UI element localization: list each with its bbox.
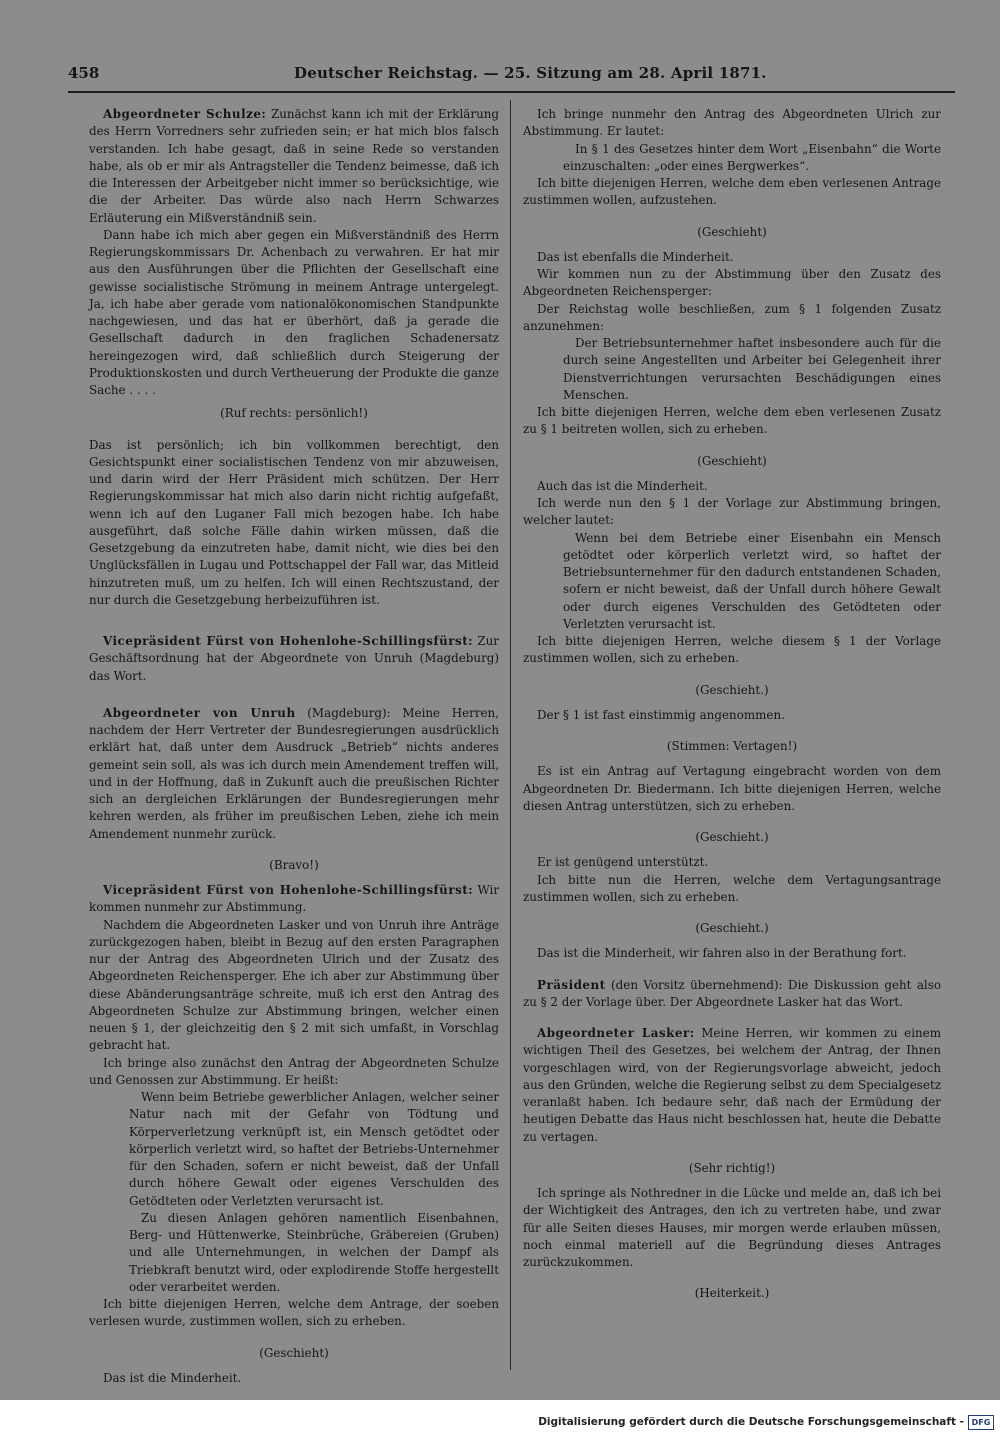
paragraph: Der Reichstag wolle beschließen, zum § 1 folgenden Zusatz anzunehmen: <box>523 301 941 333</box>
speaker-name: Abgeordneter Schulze: <box>103 107 267 121</box>
credit-text: Digitalisierung gefördert durch die Deutsche Forschungsgemeinschaft - <box>538 1416 964 1428</box>
paragraph: Ich bringe nunmehr den Antrag des Abgeordneten Ulrich zur Abstimmung. Er lautet: <box>523 107 941 139</box>
quoted-motion: Wenn bei dem Betriebe einer Eisenbahn ein Mensch getödtet oder körperlich verletzt wird, so haftet der Betriebsunternehmer für den dadurch entstandenen Schaden, sofern er nicht beweist, daß der Unfall durch höhere Gewalt oder durch eigenes Verschulden des Getödteten oder Verletzten verursacht ist. <box>563 530 941 631</box>
speaker-name: Vicepräsident Fürst von Hohenlohe-Schillingsfürst: <box>103 883 474 897</box>
speaker-name: Präsident <box>537 977 606 992</box>
interjection: (Geschieht) <box>259 1345 329 1360</box>
paragraph: Das ist ebenfalls die Minderheit. <box>537 249 734 264</box>
interjection: (Stimmen: Vertagen!) <box>666 739 798 753</box>
paragraph: Ich bitte diejenigen Herren, welche diesem § 1 der Vorlage zustimmen wollen, sich zu erheben. <box>523 634 941 666</box>
page-header <box>68 64 954 86</box>
page-number: 458 <box>68 64 100 82</box>
speaker-name: Vicepräsident Fürst von Hohenlohe-Schillingsfürst: <box>103 634 474 648</box>
quoted-motion: In § 1 des Gesetzes hinter dem Wort „Eisenbahn“ die Worte einzuschalten: „oder eines Bergwerkes“. <box>563 141 941 173</box>
paragraph: Es ist ein Antrag auf Vertagung eingebracht worden von dem Abgeordneten Dr. Biedermann. Ich bitte diejenigen Herren, welche diesen Antrag unterstützen, sich zu erheben. <box>523 764 941 813</box>
paragraph: Auch das ist die Minderheit. <box>537 478 708 493</box>
paragraph-praesident: Präsident (den Vorsitz übernehmend): Die Diskussion geht also zu § 2 der Vorlage über. Der Abgeordnete Lasker hat das Wort. <box>523 977 941 1009</box>
paragraph: Ich bitte diejenigen Herren, welche dem Antrage, der soeben verlesen wurde, zustimmen wollen, sich zu erheben. <box>89 1297 499 1329</box>
interjection: (Heiterkeit.) <box>694 1286 770 1301</box>
interjection: (Bravo!) <box>269 857 319 872</box>
paragraph: Er ist genügend unterstützt. <box>537 855 709 870</box>
interjection: (Ruf rechts: persönlich!) <box>220 406 368 421</box>
interjection: (Geschieht.) <box>695 830 769 844</box>
paragraph-vicepraesident: Vicepräsident Fürst von Hohenlohe-Schillingsfürst: Zur Geschäftsordnung hat der Abgeordnete von Unruh (Magdeburg) das Wort. <box>89 634 499 683</box>
paragraph: Nachdem die Abgeordneten Lasker und von Unruh ihre Anträge zurückgezogen haben, bleibt in Bezug auf den ersten Paragraphen nur der Antrag des Abgeordneten Ulrich und der Zusatz des Abgeordneten Reichensperger. Ehe ich aber zur Abstimmung über diese Abänderungsanträge schreite, muß ich erst den Antrag des Abgeordneten Schulze zur Abstimmung bringen, welcher einen neuen § 1, der gleichzeitig den § 2 mit sich umfaßt, in Vorschlag gebracht hat. <box>89 917 499 1053</box>
digitization-credit <box>538 1414 994 1430</box>
paragraph: Der § 1 ist fast einstimmig angenommen. <box>537 707 785 722</box>
paragraph-lasker: Abgeordneter Lasker: Meine Herren, wir kommen zu einem wichtigen Theil des Gesetzes, bei welchem der Antrag, der Ihnen vorgeschlagen wird, von der Regierungsvorlage abweicht, jedoch aus den Gründen, welche die Regierung selbst zu dem Specialgesetz veranlaßt haben. Ich bedaure sehr, daß nach der Ermüdung der heutigen Debatte das Haus nicht beschlossen hat, heute die Debatte zu vertagen. <box>523 1026 941 1144</box>
dfg-logo-icon: DFG <box>968 1415 994 1430</box>
interjection: (Geschieht.) <box>695 921 769 935</box>
paragraph: Das ist die Minderheit, wir fahren also in der Berathung fort. <box>537 946 907 961</box>
paragraph: Ich bitte diejenigen Herren, welche dem eben verlesenen Zusatz zu § 1 beitreten wollen, sich zu erheben. <box>523 405 941 437</box>
interjection: (Sehr richtig!) <box>688 1160 776 1175</box>
interjection: (Geschieht) <box>697 224 767 239</box>
left-column <box>89 106 499 1387</box>
paragraph-unruh: Abgeordneter von Unruh (Magdeburg): Meine Herren, nachdem der Herr Vertreter der Bundesregierungen ausdrücklich erklärt hat, daß unter dem Ausdruck „Betrieb“ nichts anderes gemeint sein soll, als was ich durch mein Amendement treffen will, und in der Hoffnung, daß in Zukunft auch die preußischen Richter sich an dergleichen Erklärungen der Bundesregierungen mehr kehren werden, als früher im preußischen Leben, ziehe ich mein Amendement nunmehr zurück. <box>89 705 499 841</box>
paragraph: Ich bringe also zunächst den Antrag der Abgeordneten Schulze und Genossen zur Abstimmung. Er heißt: <box>89 1055 499 1087</box>
right-column <box>523 106 941 1311</box>
column-divider <box>510 100 511 1370</box>
quoted-motion: Der Betriebsunternehmer haftet insbesondere auch für die durch seine Angestellten und Arbeiter bei Gelegenheit ihrer Dienstverrichtungen verursachten Beschädigungen eines Menschen. <box>563 336 941 402</box>
paragraph: Ich bitte nun die Herren, welche dem Vertagungsantrage zustimmen wollen, sich zu erheben. <box>523 872 941 904</box>
paragraph: Ich bitte diejenigen Herren, welche dem eben verlesenen Antrage zustimmen wollen, aufzustehen. <box>523 176 941 208</box>
paragraph: Das ist persönlich; ich bin vollkommen berechtigt, den Gesichtspunkt einer socialistischen Tendenz von mir abzuweisen, und darin wird der Herr Präsident mich schützen. Der Herr Regierungskommissar hat mich also darin nicht richtig aufgefaßt, wenn ich auf den Luganer Fall mich bezogen habe. Ich habe ausgeführt, daß solche Fälle dahin wirken müssen, daß die Gesetzgebung da einzutreten habe, damit nicht, wie dies bei den Unglücksfällen in Lugau und Pottschappel der Fall war, das Mitleid hinzutreten muß, um zu helfen. Ich will einen Rechtszustand, der nur durch die Gesetzgebung herbeizuführen ist. <box>89 437 499 607</box>
paragraph: Ich werde nun den § 1 der Vorlage zur Abstimmung bringen, welcher lautet: <box>523 496 941 528</box>
speaker-name: Abgeordneter von Unruh <box>103 705 296 720</box>
running-title: Deutscher Reichstag. — 25. Sitzung am 28. April 1871. <box>294 64 767 82</box>
header-rule <box>68 91 955 93</box>
interjection: (Geschieht) <box>697 453 767 468</box>
paragraph: Dann habe ich mich aber gegen ein Mißverständniß des Herrn Regierungskommissars Dr. Achenbach zu verwahren. Er hat mir aus den Ausführungen über die Pflichten der Gesellschaft eine gewisse socialistische Strömung in meinem Antrage untergelegt. Ja, ich habe aber gerade vom nationalökonomischen Standpunkte nachgewiesen, und das hat er überhört, daß ja gerade die Gesellschaft dadurch in den fraglichen Schadenersatz hereingezogen wird, daß schließlich durch Steigerung der Produktionskosten und durch Vertheuerung der Produkte die ganze Sache . . . . <box>89 227 499 397</box>
quoted-motion: Zu diesen Anlagen gehören namentlich Eisenbahnen, Berg- und Hüttenwerke, Steinbrüche, Gräbereien (Gruben) und alle Unternehmungen, in welchen der Dampf als Triebkraft benutzt wird, oder explodirende Stoffe hergestellt oder verarbeitet werden. <box>129 1210 499 1294</box>
speaker-name: Abgeordneter Lasker: <box>537 1026 695 1040</box>
quoted-motion: Wenn beim Betriebe gewerblicher Anlagen, welcher seiner Natur nach mit der Gefahr von Tödtung und Körperverletzung verknüpft ist, ein Mensch getödtet oder körperlich verletzt wird, so haftet der Betriebs-Unternehmer für den Schaden, sofern er nicht beweist, daß der Unfall durch höhere Gewalt oder eigenes Verschulden des Getödteten oder Verletzten verursacht ist. <box>129 1090 499 1208</box>
paragraph-schulze: Abgeordneter Schulze: Zunächst kann ich mit der Erklärung des Herrn Vorredners sehr zufrieden sein; er hat mich blos falsch verstanden. Ich habe gesagt, daß in seine Rede so verstanden habe, als ob er mir als Antragsteller die Tendenz beimesse, daß ich die Interessen der Arbeitgeber nicht immer so berücksichtige, wie die der Arbeiter. Das würde also nach Herrn Schwarzes Erläuterung ein Mißverständniß sein. <box>89 107 499 225</box>
paragraph: Ich springe als Nothredner in die Lücke und melde an, daß ich bei der Wichtigkeit des Antrages, den ich zu vertreten habe, und zwar für alle Seiten dieses Hauses, mir morgen werde erlauben müssen, noch einmal materiell auf die Begründung dieses Antrages zurückzukommen. <box>523 1186 941 1269</box>
paragraph: Wir kommen nun zu der Abstimmung über den Zusatz des Abgeordneten Reichensperger: <box>523 267 941 299</box>
paragraph-vicepraesident: Vicepräsident Fürst von Hohenlohe-Schillingsfürst: Wir kommen nunmehr zur Abstimmung. <box>89 883 500 915</box>
interjection: (Geschieht.) <box>695 682 769 697</box>
paragraph: Das ist die Minderheit. <box>103 1370 242 1385</box>
